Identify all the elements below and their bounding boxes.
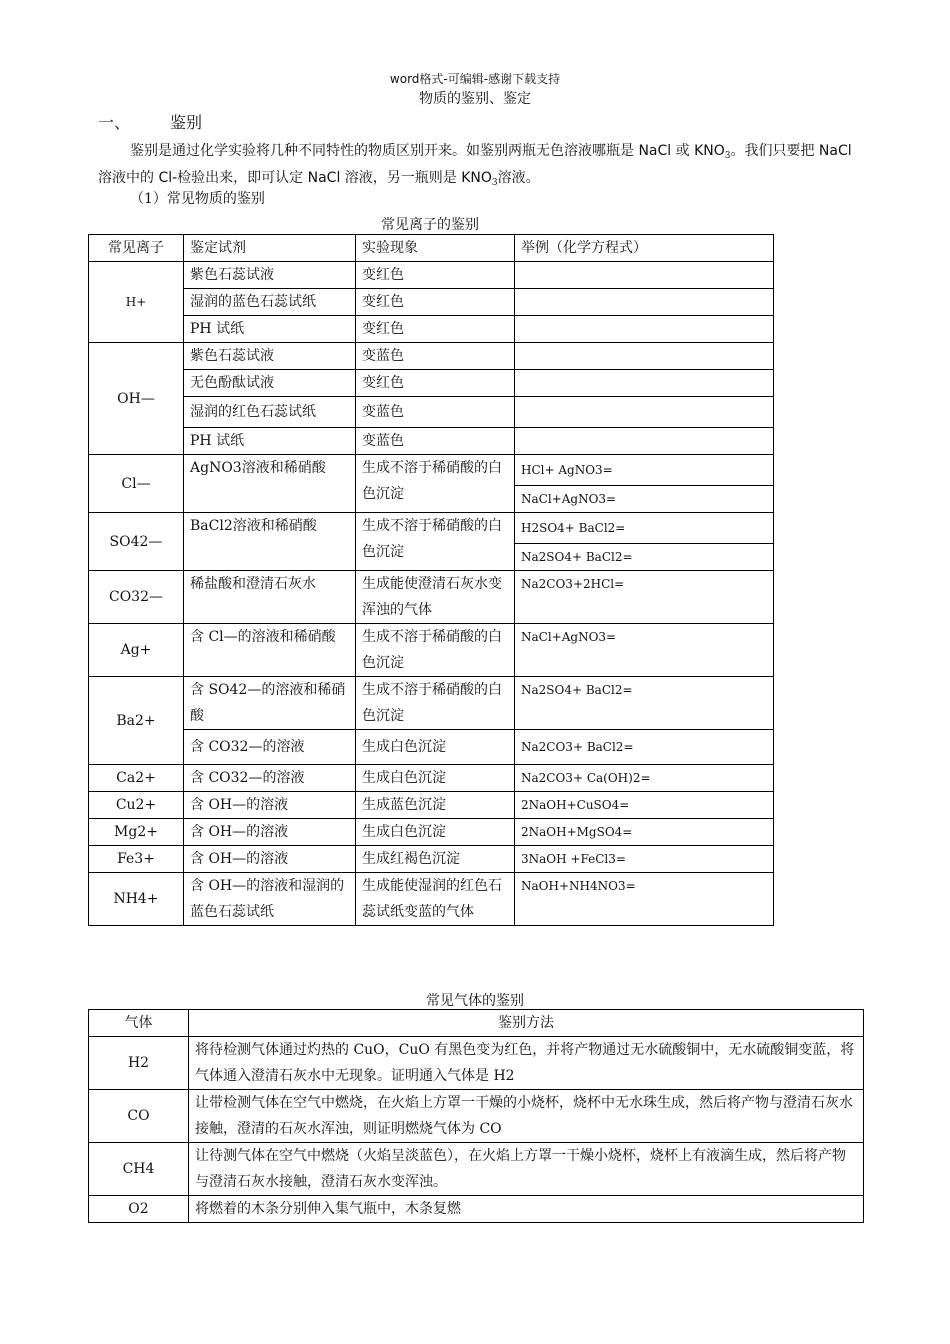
equation-cell: 2NaOH+MgSO4= [515,819,774,846]
equation-cell: H2SO4+ BaCl2= [515,513,774,544]
equation-cell: Na2CO3+ BaCl2= [515,730,774,765]
reagent-cell: 含 OH—的溶液 [184,792,356,819]
reagent-cell: PH 试纸 [184,428,356,455]
gas-cell: CO [89,1090,189,1143]
gas-cell: O2 [89,1196,189,1223]
reagent-cell: 紫色石蕊试液 [184,343,356,370]
table-row [89,513,774,544]
section-label: 鉴别 [170,113,203,132]
intro-text-1: 鉴别是通过化学实验将几种不同特性的物质区别开来。如鉴别两瓶无色溶液哪瓶是 NaCl 或 KNO [130,143,725,159]
ion-identification-table [88,234,774,926]
equation-cell: NaCl+AgNO3= [515,486,774,513]
table-header-row [89,235,774,262]
header-cell: 鉴定试剂 [184,235,356,262]
table-header-row [89,1010,864,1037]
table-row [89,262,774,289]
phenomenon-cell: 变蓝色 [356,428,515,455]
header-cell: 鉴别方法 [189,1010,864,1037]
section-number: 一、 [98,113,131,132]
header-cell: 常见离子 [89,235,184,262]
phenomenon-cell: 变红色 [356,289,515,316]
equation-cell [515,370,774,397]
ion-cell: Cu2+ [89,792,184,819]
reagent-cell: 含 OH—的溶液 [184,846,356,873]
gas-table-caption: 常见气体的鉴别 [426,993,524,1009]
reagent-cell: 含 Cl—的溶液和稀硝酸 [184,624,356,677]
reagent-cell: 紫色石蕊试液 [184,262,356,289]
gas-identification-table [88,1009,864,1223]
reagent-cell: 稀盐酸和澄清石灰水 [184,571,356,624]
subheading: （1）常见物质的鉴别 [130,191,265,207]
table-row [89,316,774,343]
ion-cell: Ca2+ [89,765,184,792]
table-row [89,730,774,765]
table-row [89,624,774,677]
header-cell: 实验现象 [356,235,515,262]
equation-cell [515,397,774,428]
ion-cell: Fe3+ [89,846,184,873]
equation-cell: Na2SO4+ BaCl2= [515,677,774,730]
table-row [89,455,774,486]
reagent-cell: 含 CO32—的溶液 [184,765,356,792]
equation-cell: NaCl+AgNO3= [515,624,774,677]
phenomenon-cell: 生成不溶于稀硝酸的白色沉淀 [356,677,515,730]
equation-cell [515,262,774,289]
page-header: word格式-可编辑-感谢下载支持 [389,72,561,86]
table-row [89,765,774,792]
ion-table-caption: 常见离子的鉴别 [381,217,479,233]
equation-cell: NaOH+NH4NO3= [515,873,774,926]
ion-cell: SO42— [89,513,184,571]
equation-cell [515,343,774,370]
reagent-cell: 含 OH—的溶液 [184,819,356,846]
phenomenon-cell: 变红色 [356,316,515,343]
table-row [89,792,774,819]
equation-cell: Na2CO3+2HCl= [515,571,774,624]
phenomenon-cell: 变蓝色 [356,343,515,370]
gas-cell: CH4 [89,1143,189,1196]
reagent-cell: AgNO3溶液和稀硝酸 [184,455,356,513]
reagent-cell: PH 试纸 [184,316,356,343]
section-heading [98,110,202,133]
reagent-cell: 含 OH—的溶液和湿润的蓝色石蕊试纸 [184,873,356,926]
phenomenon-cell: 变红色 [356,370,515,397]
phenomenon-cell: 生成蓝色沉淀 [356,792,515,819]
reagent-cell: 含 SO42—的溶液和稀硝酸 [184,677,356,730]
ion-cell: Mg2+ [89,819,184,846]
intro-text-3: 溶液。 [497,170,540,186]
equation-cell: 3NaOH +FeCl3= [515,846,774,873]
phenomenon-cell: 生成不溶于稀硝酸的白色沉淀 [356,455,515,513]
phenomenon-cell: 生成白色沉淀 [356,765,515,792]
method-cell: 让带检测气体在空气中燃烧，在火焰上方罩一干燥的小烧杯，烧杯中无水珠生成，然后将产物与澄清石灰水接触，澄清的石灰水浑浊，则证明燃烧气体为 CO [189,1090,864,1143]
phenomenon-cell: 变红色 [356,262,515,289]
ion-cell: NH4+ [89,873,184,926]
equation-cell [515,316,774,343]
ion-cell: Ag+ [89,624,184,677]
ion-cell: Cl— [89,455,184,513]
equation-cell [515,289,774,316]
table-row [89,1196,864,1223]
table-row [89,289,774,316]
ion-cell: Ba2+ [89,677,184,765]
phenomenon-cell: 生成白色沉淀 [356,819,515,846]
reagent-cell: 无色酚酞试液 [184,370,356,397]
phenomenon-cell: 变蓝色 [356,397,515,428]
table-row [89,1090,864,1143]
header-cell: 举例（化学方程式） [515,235,774,262]
table-row [89,397,774,428]
page-title: 物质的鉴别、鉴定 [419,91,531,107]
table-row [89,873,774,926]
table-row [89,819,774,846]
table-row [89,1143,864,1196]
table-row [89,1037,864,1090]
equation-cell: 2NaOH+CuSO4= [515,792,774,819]
gas-cell: H2 [89,1037,189,1090]
equation-cell: Na2CO3+ Ca(OH)2= [515,765,774,792]
table-row [89,571,774,624]
equation-cell: Na2SO4+ BaCl2= [515,544,774,571]
equation-cell [515,428,774,455]
ion-cell: CO32— [89,571,184,624]
phenomenon-cell: 生成不溶于稀硝酸的白色沉淀 [356,513,515,571]
table-row [89,846,774,873]
ion-cell: H+ [89,262,184,343]
header-cell: 气体 [89,1010,189,1037]
reagent-cell: 湿润的蓝色石蕊试纸 [184,289,356,316]
phenomenon-cell: 生成能使湿润的红色石蕊试纸变蓝的气体 [356,873,515,926]
table-row [89,370,774,397]
phenomenon-cell: 生成红褐色沉淀 [356,846,515,873]
method-cell: 将燃着的木条分别伸入集气瓶中，木条复燃 [189,1196,864,1223]
method-cell: 将待检测气体通过灼热的 CuO，CuO 有黑色变为红色，并将产物通过无水硫酸铜中，无水硫酸铜变蓝，将气体通入澄清石灰水中无现象。证明通入气体是 H2 [189,1037,864,1090]
method-cell: 让待测气体在空气中燃烧（火焰呈淡蓝色），在火焰上方罩一干燥小烧杯，烧杯上有液滴生成，然后将产物与澄清石灰水接触，澄清石灰水变浑浊。 [189,1143,864,1196]
intro-text-2: 。我们只要把 NaCl 溶液中的 Cl-检验出来，即可认定 NaCl 溶液，另一瓶则是 KNO [98,143,852,186]
intro-paragraph [98,140,868,194]
ion-cell: OH— [89,343,184,455]
phenomenon-cell: 生成能使澄清石灰水变浑浊的气体 [356,571,515,624]
table-row [89,343,774,370]
table-row [89,677,774,730]
phenomenon-cell: 生成不溶于稀硝酸的白色沉淀 [356,624,515,677]
reagent-cell: 含 CO32—的溶液 [184,730,356,765]
reagent-cell: BaCl2溶液和稀硝酸 [184,513,356,571]
intro-sub-2: 3 [491,178,498,188]
phenomenon-cell: 生成白色沉淀 [356,730,515,765]
reagent-cell: 湿润的红色石蕊试纸 [184,397,356,428]
table-row [89,428,774,455]
intro-sub-1: 3 [724,151,731,161]
equation-cell: HCl+ AgNO3= [515,455,774,486]
